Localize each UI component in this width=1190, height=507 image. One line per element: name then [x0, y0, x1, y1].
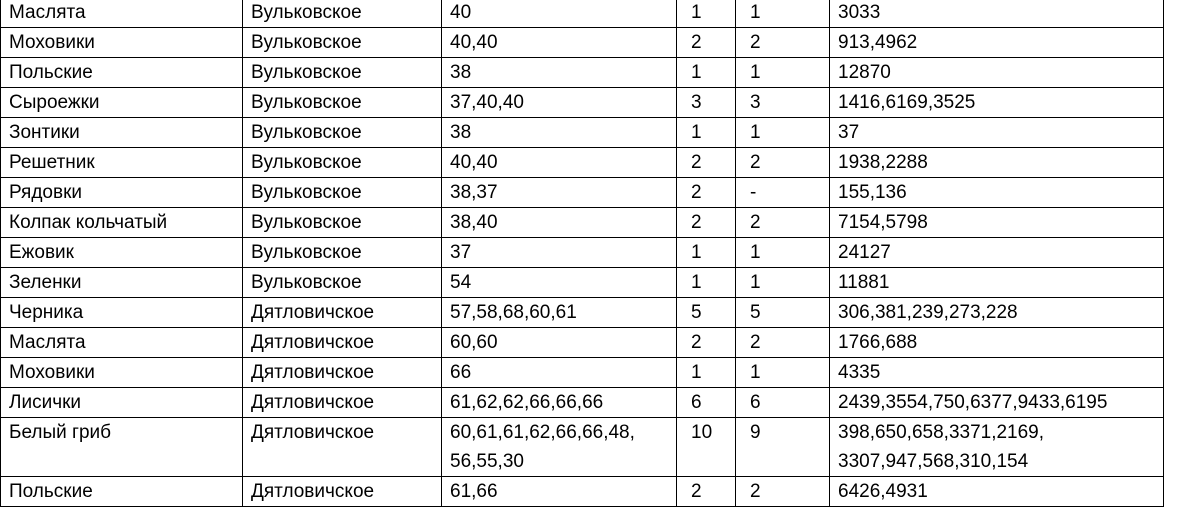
cell-count[interactable]: 1: [677, 0, 736, 28]
table-row[interactable]: [1, 268, 1164, 298]
cell-values-line: 398,650,658,3371,2169,: [838, 422, 1045, 443]
cell-count2[interactable]: 2: [736, 148, 830, 178]
cell-values[interactable]: 2439,3554,750,6377,9433,6195: [830, 388, 1164, 418]
cell-values[interactable]: 24127: [830, 238, 1164, 268]
cell-district[interactable]: Вульковское: [243, 238, 442, 268]
cell-count2[interactable]: 3: [736, 88, 830, 118]
cell-count[interactable]: 1: [677, 58, 736, 88]
table-row[interactable]: [1, 328, 1164, 358]
table-body-extra: [1, 418, 1164, 507]
cell-values[interactable]: 3033: [830, 0, 1164, 28]
table-row[interactable]: [1, 178, 1164, 208]
table-row[interactable]: [1, 298, 1164, 328]
table-row[interactable]: [1, 238, 1164, 268]
cell-quarters[interactable]: 61,66: [442, 477, 677, 507]
cell-quarters[interactable]: 37,40,40: [442, 88, 677, 118]
cell-count2[interactable]: 1: [736, 358, 830, 388]
cell-values[interactable]: 4335: [830, 358, 1164, 388]
cell-quarters[interactable]: 66: [442, 358, 677, 388]
cell-count[interactable]: 1: [677, 268, 736, 298]
cell-district[interactable]: Дятловичское: [243, 477, 442, 507]
cell-quarters[interactable]: 38,37: [442, 178, 677, 208]
cell-values[interactable]: 37: [830, 118, 1164, 148]
cell-count[interactable]: 10: [677, 418, 736, 477]
table-row[interactable]: [1, 118, 1164, 148]
table-row[interactable]: [1, 0, 1164, 28]
table-row[interactable]: [1, 88, 1164, 118]
cell-count2[interactable]: 2: [736, 477, 830, 507]
cell-count2[interactable]: 1: [736, 268, 830, 298]
cell-name[interactable]: Зонтики: [1, 118, 243, 148]
cell-quarters-line: 60,61,61,62,66,66,48,: [450, 422, 635, 443]
cell-name[interactable]: Маслята: [1, 328, 243, 358]
cell-district[interactable]: Вульковское: [243, 178, 442, 208]
cell-district[interactable]: Вульковское: [243, 268, 442, 298]
table-row[interactable]: [1, 358, 1164, 388]
cell-district[interactable]: Вульковское: [243, 208, 442, 238]
cell-count2[interactable]: 9: [736, 418, 830, 477]
cell-count[interactable]: 3: [677, 88, 736, 118]
cell-quarters[interactable]: 40,40: [442, 148, 677, 178]
cell-count2[interactable]: 1: [736, 0, 830, 28]
cell-quarters[interactable]: 40: [442, 0, 677, 28]
cell-count[interactable]: 2: [677, 28, 736, 58]
cell-district[interactable]: Вульковское: [243, 28, 442, 58]
cell-count[interactable]: 1: [677, 118, 736, 148]
cell-values-line: 3307,947,568,310,154: [838, 451, 1029, 472]
table-row[interactable]: [1, 388, 1164, 418]
cell-count2[interactable]: 1: [736, 238, 830, 268]
cell-quarters[interactable]: [442, 418, 677, 477]
cell-quarters-line: 56,55,30: [450, 451, 524, 472]
cell-district[interactable]: Дятловичское: [243, 328, 442, 358]
cell-count2[interactable]: 2: [736, 208, 830, 238]
cell-district[interactable]: Вульковское: [243, 88, 442, 118]
table-row[interactable]: [1, 58, 1164, 88]
cell-values[interactable]: 6426,4931: [830, 477, 1164, 507]
cell-name[interactable]: Ежовик: [1, 238, 243, 268]
cell-name[interactable]: Рядовки: [1, 178, 243, 208]
cell-count[interactable]: 2: [677, 148, 736, 178]
cell-count2[interactable]: 5: [736, 298, 830, 328]
cell-count2[interactable]: -: [736, 178, 830, 208]
cell-values[interactable]: 12870: [830, 58, 1164, 88]
cell-count[interactable]: 2: [677, 208, 736, 238]
cell-name[interactable]: Маслята: [1, 0, 243, 28]
cell-name[interactable]: Лисички: [1, 388, 243, 418]
cell-quarters[interactable]: 37: [442, 238, 677, 268]
cell-district[interactable]: Дятловичское: [243, 358, 442, 388]
cell-name[interactable]: Белый гриб: [1, 418, 243, 477]
cell-name[interactable]: Зеленки: [1, 268, 243, 298]
cell-count2[interactable]: 6: [736, 388, 830, 418]
cell-values[interactable]: 913,4962: [830, 28, 1164, 58]
cell-name[interactable]: Сыроежки: [1, 88, 243, 118]
cell-count[interactable]: 6: [677, 388, 736, 418]
cell-count[interactable]: 1: [677, 358, 736, 388]
cell-district[interactable]: Дятловичское: [243, 388, 442, 418]
cell-quarters[interactable]: 54: [442, 268, 677, 298]
cell-quarters[interactable]: 60,60: [442, 328, 677, 358]
table-body: [1, 0, 1164, 418]
cell-count[interactable]: 1: [677, 238, 736, 268]
cell-values[interactable]: 155,136: [830, 178, 1164, 208]
cell-quarters[interactable]: 40,40: [442, 28, 677, 58]
cell-values[interactable]: 1416,6169,3525: [830, 88, 1164, 118]
cell-count2[interactable]: 1: [736, 118, 830, 148]
cell-district[interactable]: Вульковское: [243, 148, 442, 178]
table-row[interactable]: [1, 418, 1164, 477]
cell-quarters[interactable]: 57,58,68,60,61: [442, 298, 677, 328]
cell-district[interactable]: Дятловичское: [243, 298, 442, 328]
cell-district[interactable]: Дятловичское: [243, 418, 442, 477]
cell-quarters[interactable]: 61,62,62,66,66,66: [442, 388, 677, 418]
table-row[interactable]: [1, 208, 1164, 238]
cell-name[interactable]: Колпак кольчатый: [1, 208, 243, 238]
cell-count2[interactable]: 1: [736, 58, 830, 88]
cell-values[interactable]: 306,381,239,273,228: [830, 298, 1164, 328]
cell-count[interactable]: 2: [677, 328, 736, 358]
cell-count2[interactable]: 2: [736, 28, 830, 58]
cell-quarters[interactable]: 38: [442, 58, 677, 88]
cell-count[interactable]: 2: [677, 477, 736, 507]
cell-name[interactable]: Польские: [1, 477, 243, 507]
cell-values[interactable]: 7154,5798: [830, 208, 1164, 238]
cell-name[interactable]: Моховики: [1, 358, 243, 388]
cell-count[interactable]: 5: [677, 298, 736, 328]
cell-count[interactable]: 2: [677, 178, 736, 208]
cell-name[interactable]: Решетник: [1, 148, 243, 178]
cell-name[interactable]: Польские: [1, 58, 243, 88]
table-row[interactable]: [1, 28, 1164, 58]
cell-district[interactable]: Вульковское: [243, 58, 442, 88]
cell-district[interactable]: Вульковское: [243, 118, 442, 148]
cell-values[interactable]: 11881: [830, 268, 1164, 298]
cell-name[interactable]: Черника: [1, 298, 243, 328]
cell-values[interactable]: [830, 418, 1164, 477]
cell-quarters[interactable]: 38: [442, 118, 677, 148]
cell-district[interactable]: Вульковское: [243, 0, 442, 28]
cell-count2[interactable]: 2: [736, 328, 830, 358]
cell-values[interactable]: 1938,2288: [830, 148, 1164, 178]
cell-quarters[interactable]: 38,40: [442, 208, 677, 238]
table-row[interactable]: [1, 477, 1164, 507]
cell-values[interactable]: 1766,688: [830, 328, 1164, 358]
table-row[interactable]: [1, 148, 1164, 178]
cell-name[interactable]: Моховики: [1, 28, 243, 58]
